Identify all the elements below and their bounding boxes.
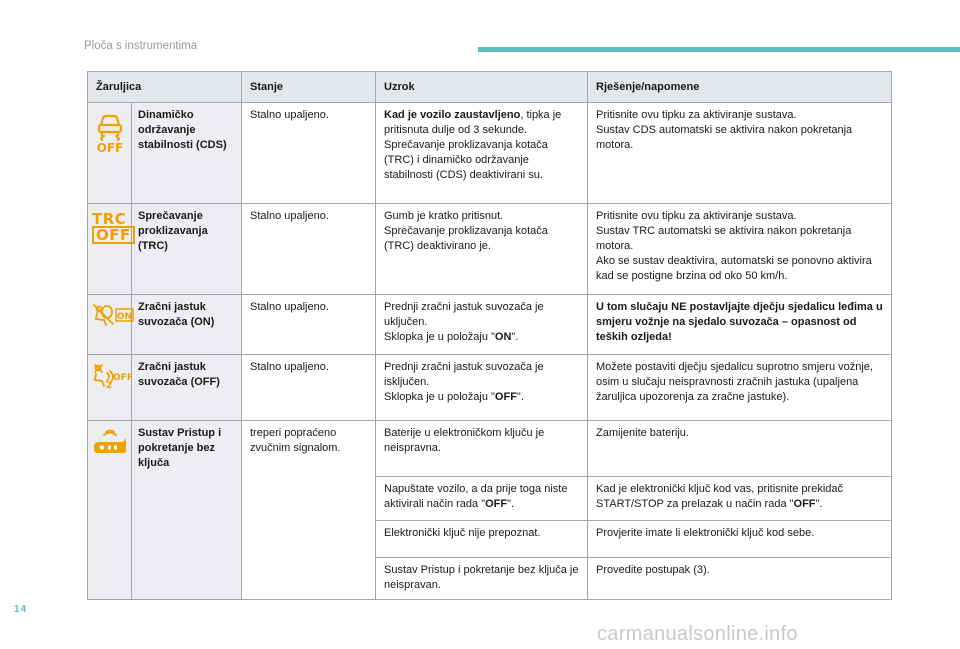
lamp-name: Zračni jastuk suvozača (OFF) (132, 355, 242, 421)
solution-line: Ako se sustav deaktivira, automatski se ponovno aktivira kad se postigne brzina od oko 50 km/h. (596, 255, 872, 282)
icon-cell (88, 355, 132, 421)
lamp-state: Stalno upaljeno. (242, 204, 376, 295)
cause-text: Sklopka je u položaju " (384, 331, 495, 343)
lamp-state: Stalno upaljeno. (242, 103, 376, 204)
table-row-cds (88, 103, 892, 204)
icon-cell (88, 204, 132, 295)
lamp-name: Sustav Pristup i pokretanje bez ključa (132, 421, 242, 600)
airbag-off-icon-label: OFF (113, 373, 133, 383)
lamp-solution (588, 103, 892, 204)
watermark: carmanualsonline.info (597, 623, 798, 645)
lamp-cause: Baterije u elektroničkom ključu je neispravna. (376, 421, 588, 477)
section-title: Ploča s instrumentima (84, 40, 198, 52)
cause-text: Napuštate vozilo, a da prije toga niste aktivirali način rada " (384, 483, 568, 510)
trc-icon-bottom: OFF (92, 226, 135, 244)
column-header-solution: Rješenje/napomene (588, 72, 892, 103)
lamp-name: Zračni jastuk suvozača (ON) (132, 295, 242, 355)
passenger-airbag-off-icon (92, 363, 134, 389)
table-header-row (88, 72, 892, 103)
lamp-state: treperi popraćeno zvučnim signalom. (242, 421, 376, 600)
table-row-airbag-off (88, 355, 892, 421)
solution-line: Sustav TRC automatski se aktivira nakon pokretanja motora. (596, 225, 852, 252)
header-accent-bar (478, 47, 960, 52)
lamp-cause: Sustav Pristup i pokretanje bez ključa je neispravan. (376, 558, 588, 600)
lamp-solution (588, 295, 892, 355)
lamp-state: Stalno upaljeno. (242, 295, 376, 355)
icon-cell (88, 103, 132, 204)
airbag-on-icon-label: ON (116, 312, 133, 322)
lamp-cause (376, 355, 588, 421)
svg-text:OFF: OFF (96, 141, 124, 153)
table-row-trc (88, 204, 892, 295)
lamp-cause (376, 103, 588, 204)
cause-emphasis: OFF (485, 498, 508, 510)
lamp-solution: Provjerite imate li elektronički ključ kod sebe. (588, 521, 892, 558)
lamp-name: Dinamičko održavanje stabilnosti (CDS) (132, 103, 242, 204)
cds-off-icon (92, 111, 128, 153)
lamp-state: Stalno upaljeno. (242, 355, 376, 421)
cause-line: Prednji zračni jastuk suvozača je uključen. (384, 301, 544, 328)
solution-line: Sustav CDS automatski se aktivira nakon pokretanja motora. (596, 124, 853, 151)
cause-line: Gumb je kratko pritisnut. (384, 210, 504, 222)
solution-line: Pritisnite ovu tipku za aktiviranje sustava. (596, 109, 797, 121)
solution-text: ". (815, 498, 823, 510)
trc-off-icon (92, 212, 135, 244)
column-header-cause: Uzrok (376, 72, 588, 103)
lamp-cause: Elektronički ključ nije prepoznat. (376, 521, 588, 558)
passenger-airbag-on-icon (92, 303, 134, 327)
solution-text: Kad je elektronički ključ kod vas, pritisnite prekidač START/STOP za prelazak u način rada " (596, 483, 844, 510)
warning-lights-table (87, 71, 892, 600)
trc-icon-top: TRC (92, 210, 127, 228)
page-number: 14 (14, 604, 28, 615)
cause-text: ". (507, 498, 515, 510)
keyless-entry-start-icon (92, 429, 128, 455)
svg-text:2: 2 (106, 381, 113, 389)
cause-emphasis: Kad je vozilo zaustavljeno (384, 109, 521, 121)
cause-text: Sklopka je u položaju " (384, 391, 495, 403)
lamp-cause (376, 204, 588, 295)
lamp-cause (376, 295, 588, 355)
cause-emphasis: OFF (494, 391, 517, 403)
cause-emphasis: ON (494, 331, 512, 343)
lamp-cause (376, 477, 588, 521)
lamp-solution (588, 477, 892, 521)
lamp-solution: Provedite postupak (3). (588, 558, 892, 600)
table-row-keyless (88, 421, 892, 477)
cause-line: Sprečavanje proklizavanja kotača (TRC) deaktivirano je. (384, 225, 548, 252)
lamp-name: Sprečavanje proklizavanja (TRC) (132, 204, 242, 295)
solution-warning: U tom slučaju NE postavljajte dječju sjedalicu leđima u smjeru vožnje na sjedalo suvozača – opasnost od teških ozljeda! (596, 301, 883, 343)
cause-line: Prednji zračni jastuk suvozača je isključen. (384, 361, 544, 388)
solution-emphasis: OFF (793, 498, 816, 510)
solution-line: Pritisnite ovu tipku za aktiviranje sustava. (596, 210, 797, 222)
icon-cell (88, 295, 132, 355)
lamp-solution (588, 204, 892, 295)
column-header-state: Stanje (242, 72, 376, 103)
cause-line (384, 390, 579, 405)
cause-line (384, 330, 579, 345)
cause-text: ". (511, 331, 519, 343)
lamp-solution: Možete postaviti dječju sjedalicu suprotno smjeru vožnje, osim u slučaju neispravnosti zračnih jastuka (upaljena žaruljica upozorenja za zračne jastuke). (588, 355, 892, 421)
table-row-airbag-on (88, 295, 892, 355)
cause-text: , tipka je pritisnuta dulje od 3 sekunde. Sprečavanje proklizavanja kotača (TRC) i dinamičko održavanje stabilnosti (CDS) deaktivirani su. (384, 109, 562, 181)
cause-text: ". (516, 391, 524, 403)
column-header-lamp: Žaruljica (88, 72, 242, 103)
icon-cell (88, 421, 132, 600)
lamp-solution: Zamijenite bateriju. (588, 421, 892, 477)
